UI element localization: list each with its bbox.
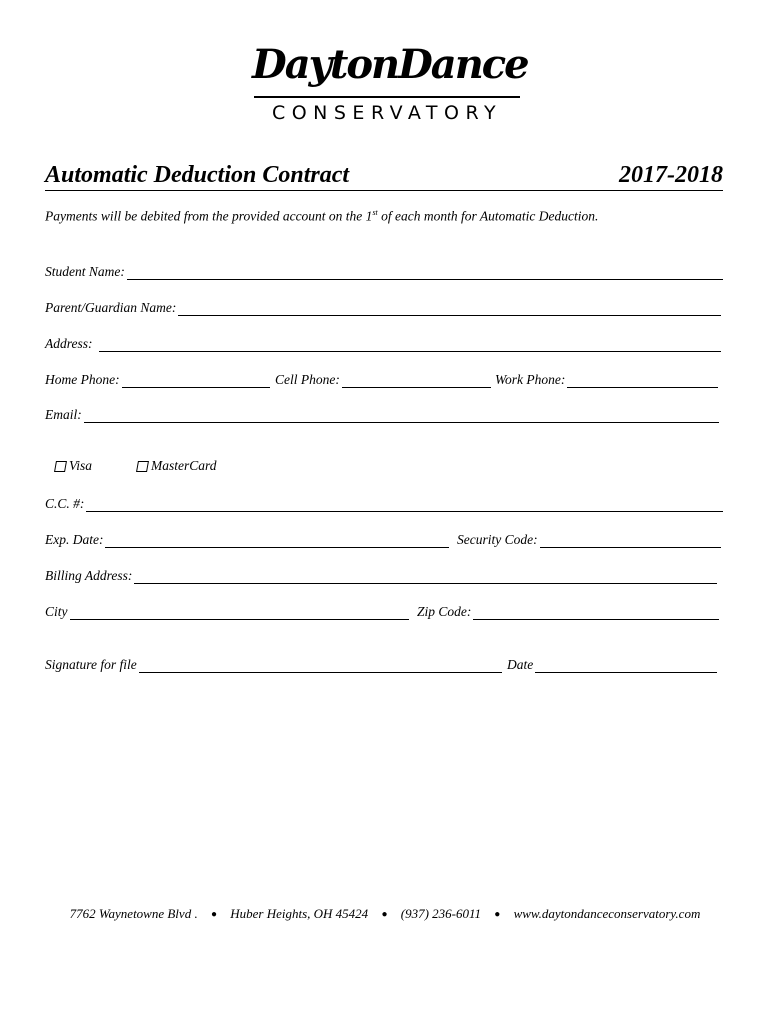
parent-name-row xyxy=(45,298,721,316)
email-line[interactable] xyxy=(84,408,719,423)
city-line[interactable] xyxy=(70,605,410,620)
home-phone-label: Home Phone: xyxy=(45,372,120,387)
mastercard-option[interactable] xyxy=(137,458,217,474)
city-field[interactable] xyxy=(45,602,409,620)
student-name-line[interactable] xyxy=(127,265,723,280)
home-phone-field[interactable] xyxy=(45,370,270,388)
parent-name-line[interactable] xyxy=(178,301,721,316)
parent-name-field[interactable] xyxy=(45,298,721,316)
billing-address-line[interactable] xyxy=(134,569,717,584)
logo-script-text: DaytonDance xyxy=(252,41,528,88)
footer-contact xyxy=(0,906,770,922)
logo xyxy=(252,40,528,132)
date-field[interactable] xyxy=(507,655,717,673)
work-phone-line[interactable] xyxy=(567,373,718,388)
home-phone-line[interactable] xyxy=(122,373,270,388)
visa-option[interactable] xyxy=(55,458,92,474)
billing-address-row xyxy=(45,566,717,584)
cell-phone-field[interactable] xyxy=(275,370,491,388)
mastercard-checkbox[interactable] xyxy=(136,461,149,472)
work-phone-field[interactable] xyxy=(495,370,718,388)
city-zip-row xyxy=(45,602,719,620)
security-code-label: Security Code: xyxy=(457,532,538,547)
exp-date-line[interactable] xyxy=(105,533,449,548)
security-code-line[interactable] xyxy=(540,533,721,548)
cc-number-line[interactable] xyxy=(86,497,723,512)
student-name-row xyxy=(45,262,723,280)
intro-text-end: of each month for Automatic Deduction. xyxy=(377,208,599,224)
intro-text xyxy=(45,208,598,225)
footer-separator: ● xyxy=(381,909,388,920)
card-type-row xyxy=(45,458,345,476)
footer-separator: ● xyxy=(494,909,501,920)
address-label: Address: xyxy=(45,336,93,351)
zip-code-field[interactable] xyxy=(417,602,719,620)
exp-date-field[interactable] xyxy=(45,530,449,548)
footer-phone: (937) 236-6011 xyxy=(400,906,482,921)
contract-year: 2017-2018 xyxy=(619,162,723,188)
address-line[interactable] xyxy=(99,337,722,352)
logo-subtitle: CONSERVATORY xyxy=(271,102,503,124)
footer-separator: ● xyxy=(210,909,217,920)
cc-number-field[interactable] xyxy=(45,494,723,512)
intro-superscript: st xyxy=(372,208,378,217)
student-name-field[interactable] xyxy=(45,262,723,280)
security-code-field[interactable] xyxy=(457,530,721,548)
email-row xyxy=(45,405,719,423)
zip-code-line[interactable] xyxy=(473,605,719,620)
phone-row xyxy=(45,370,721,388)
billing-address-field[interactable] xyxy=(45,566,717,584)
footer-city: Huber Heights, OH 45424 xyxy=(230,906,369,921)
work-phone-label: Work Phone: xyxy=(495,372,566,387)
email-label: Email: xyxy=(45,407,82,422)
signature-field[interactable] xyxy=(45,655,502,673)
cc-number-row xyxy=(45,494,723,512)
exp-security-row xyxy=(45,530,721,548)
email-field[interactable] xyxy=(45,405,719,423)
mastercard-label: MasterCard xyxy=(151,458,217,473)
visa-checkbox[interactable] xyxy=(54,461,67,472)
cell-phone-line[interactable] xyxy=(342,373,491,388)
address-field[interactable] xyxy=(45,334,721,352)
exp-date-label: Exp. Date: xyxy=(45,532,104,547)
title-row xyxy=(45,160,723,191)
student-name-label: Student Name: xyxy=(45,264,125,279)
intro-text-start: Payments will be debited from the provided account on the 1 xyxy=(45,208,373,224)
date-line[interactable] xyxy=(535,658,717,673)
page-title: Automatic Deduction Contract xyxy=(45,162,350,188)
billing-address-label: Billing Address: xyxy=(45,568,133,583)
parent-name-label: Parent/Guardian Name: xyxy=(45,300,177,315)
signature-row xyxy=(45,655,717,673)
zip-code-label: Zip Code: xyxy=(417,604,472,619)
city-label: City xyxy=(45,604,68,619)
cell-phone-label: Cell Phone: xyxy=(275,372,340,387)
date-label: Date xyxy=(507,657,534,672)
signature-label: Signature for file xyxy=(45,657,137,672)
address-row xyxy=(45,334,721,352)
cc-number-label: C.C. #: xyxy=(45,496,85,511)
footer-street: 7762 Waynetowne Blvd . xyxy=(69,906,198,921)
footer-website[interactable]: www.daytondanceconservatory.com xyxy=(513,906,701,921)
signature-line[interactable] xyxy=(139,658,502,673)
visa-label: Visa xyxy=(69,458,92,473)
logo-divider xyxy=(254,96,520,98)
